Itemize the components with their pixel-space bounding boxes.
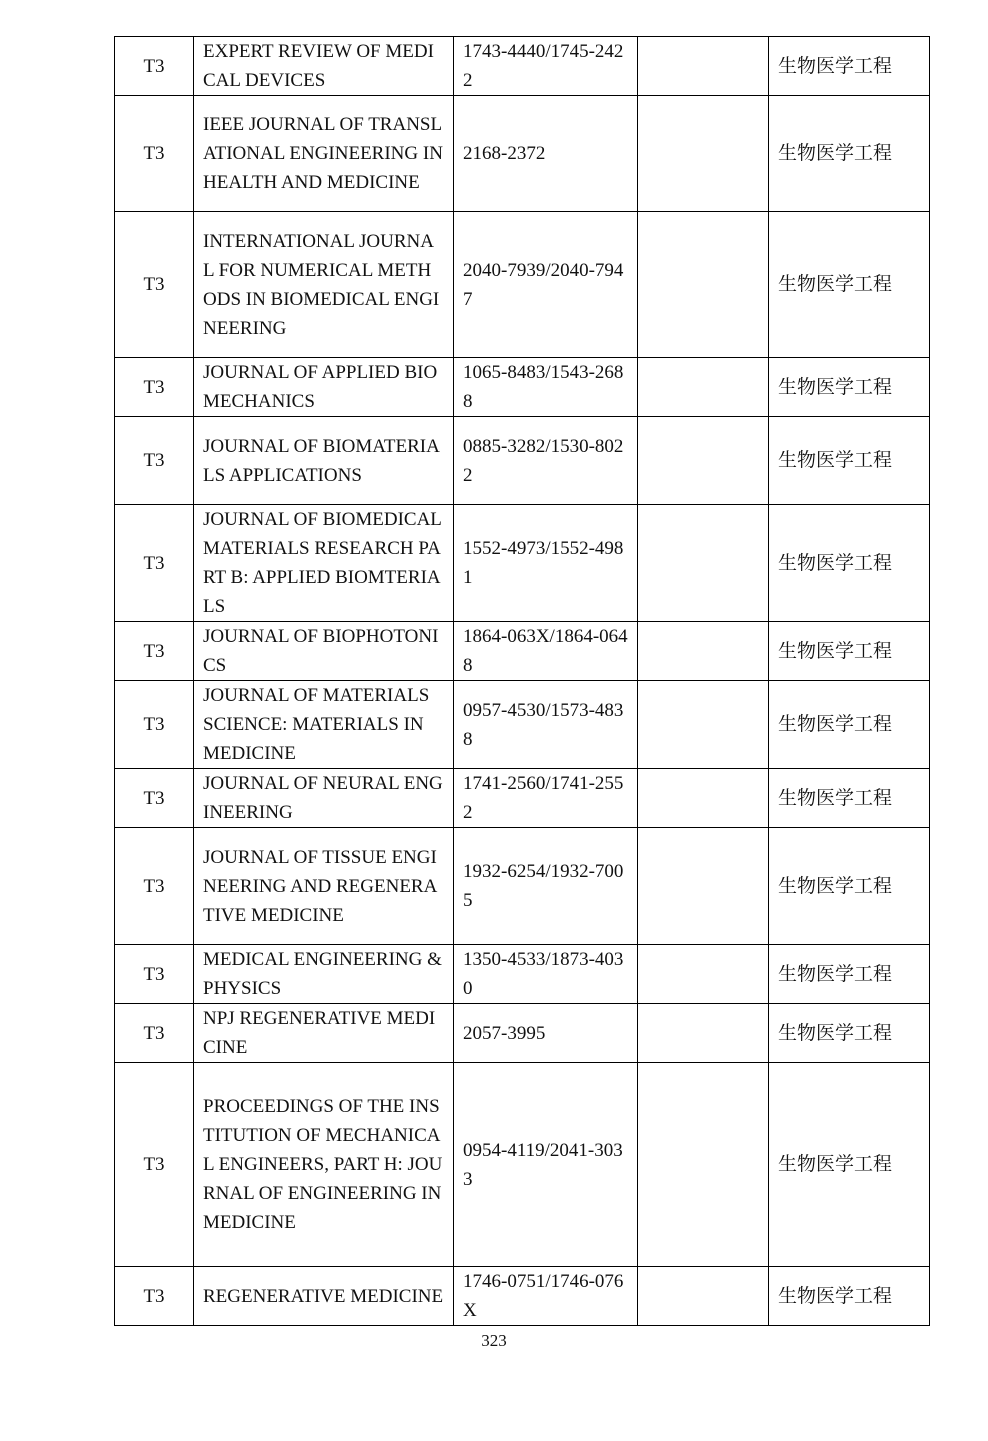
subject-cell: 生物医学工程 — [769, 945, 930, 1004]
journal-title-cell: JOURNAL OF BIOMATERIALS APPLICATIONS — [194, 417, 454, 505]
table-row — [115, 681, 930, 769]
empty-cell — [638, 417, 769, 505]
issn-cell: 1743-4440/1745-2422 — [454, 37, 638, 96]
subject-cell: 生物医学工程 — [769, 1063, 930, 1267]
issn-cell: 0957-4530/1573-4838 — [454, 681, 638, 769]
subject-cell: 生物医学工程 — [769, 212, 930, 358]
journal-title-cell: JOURNAL OF TISSUE ENGINEERING AND REGENERATIVE MEDICINE — [194, 828, 454, 945]
journal-title-cell: JOURNAL OF BIOPHOTONICS — [194, 622, 454, 681]
table-row — [115, 828, 930, 945]
tier-cell: T3 — [115, 1267, 194, 1326]
empty-cell — [638, 1004, 769, 1063]
journal-title-cell: JOURNAL OF APPLIED BIOMECHANICS — [194, 358, 454, 417]
page-number: 323 — [481, 1331, 507, 1350]
tier-cell: T3 — [115, 1063, 194, 1267]
subject-cell: 生物医学工程 — [769, 769, 930, 828]
subject-cell: 生物医学工程 — [769, 1267, 930, 1326]
subject-cell: 生物医学工程 — [769, 37, 930, 96]
issn-cell: 0885-3282/1530-8022 — [454, 417, 638, 505]
tier-cell: T3 — [115, 1004, 194, 1063]
issn-cell: 1746-0751/1746-076X — [454, 1267, 638, 1326]
empty-cell — [638, 37, 769, 96]
tier-cell: T3 — [115, 212, 194, 358]
tier-cell: T3 — [115, 96, 194, 212]
table-row — [115, 505, 930, 622]
subject-cell: 生物医学工程 — [769, 417, 930, 505]
table-row — [115, 37, 930, 96]
journal-title-cell: INTERNATIONAL JOURNAL FOR NUMERICAL METHODS IN BIOMEDICAL ENGINEERING — [194, 212, 454, 358]
issn-cell: 1552-4973/1552-4981 — [454, 505, 638, 622]
tier-cell: T3 — [115, 417, 194, 505]
issn-cell: 1741-2560/1741-2552 — [454, 769, 638, 828]
tier-cell: T3 — [115, 37, 194, 96]
table-row — [115, 212, 930, 358]
table-row — [115, 622, 930, 681]
issn-cell: 1065-8483/1543-2688 — [454, 358, 638, 417]
journal-title-cell: PROCEEDINGS OF THE INSTITUTION OF MECHANICAL ENGINEERS, PART H: JOURNAL OF ENGINEERING IN MEDICINE — [194, 1063, 454, 1267]
issn-cell: 0954-4119/2041-3033 — [454, 1063, 638, 1267]
subject-cell: 生物医学工程 — [769, 681, 930, 769]
table-row — [115, 417, 930, 505]
journal-table — [114, 36, 930, 1326]
empty-cell — [638, 828, 769, 945]
table-row — [115, 945, 930, 1004]
journal-title-cell: MEDICAL ENGINEERING & PHYSICS — [194, 945, 454, 1004]
table-row — [115, 1063, 930, 1267]
journal-title-cell: JOURNAL OF BIOMEDICAL MATERIALS RESEARCH PART B: APPLIED BIOMTERIALS — [194, 505, 454, 622]
empty-cell — [638, 622, 769, 681]
table-row — [115, 769, 930, 828]
issn-cell: 2168-2372 — [454, 96, 638, 212]
empty-cell — [638, 1267, 769, 1326]
tier-cell: T3 — [115, 358, 194, 417]
issn-cell: 2057-3995 — [454, 1004, 638, 1063]
subject-cell: 生物医学工程 — [769, 358, 930, 417]
empty-cell — [638, 945, 769, 1004]
issn-cell: 2040-7939/2040-7947 — [454, 212, 638, 358]
journal-title-cell: IEEE JOURNAL OF TRANSLATIONAL ENGINEERING IN HEALTH AND MEDICINE — [194, 96, 454, 212]
empty-cell — [638, 769, 769, 828]
issn-cell: 1350-4533/1873-4030 — [454, 945, 638, 1004]
table-row — [115, 358, 930, 417]
journal-title-cell: JOURNAL OF NEURAL ENGINEERING — [194, 769, 454, 828]
issn-cell: 1864-063X/1864-0648 — [454, 622, 638, 681]
table-row — [115, 1004, 930, 1063]
table-row — [115, 1267, 930, 1326]
empty-cell — [638, 681, 769, 769]
subject-cell: 生物医学工程 — [769, 505, 930, 622]
tier-cell: T3 — [115, 769, 194, 828]
subject-cell: 生物医学工程 — [769, 622, 930, 681]
subject-cell: 生物医学工程 — [769, 1004, 930, 1063]
tier-cell: T3 — [115, 622, 194, 681]
subject-cell: 生物医学工程 — [769, 828, 930, 945]
table-row — [115, 96, 930, 212]
empty-cell — [638, 96, 769, 212]
subject-cell: 生物医学工程 — [769, 96, 930, 212]
journal-title-cell: REGENERATIVE MEDICINE — [194, 1267, 454, 1326]
tier-cell: T3 — [115, 828, 194, 945]
journal-title-cell: EXPERT REVIEW OF MEDICAL DEVICES — [194, 37, 454, 96]
empty-cell — [638, 1063, 769, 1267]
issn-cell: 1932-6254/1932-7005 — [454, 828, 638, 945]
empty-cell — [638, 212, 769, 358]
empty-cell — [638, 358, 769, 417]
tier-cell: T3 — [115, 681, 194, 769]
tier-cell: T3 — [115, 505, 194, 622]
empty-cell — [638, 505, 769, 622]
journal-title-cell: JOURNAL OF MATERIALS SCIENCE: MATERIALS IN MEDICINE — [194, 681, 454, 769]
journal-title-cell: NPJ REGENERATIVE MEDICINE — [194, 1004, 454, 1063]
tier-cell: T3 — [115, 945, 194, 1004]
